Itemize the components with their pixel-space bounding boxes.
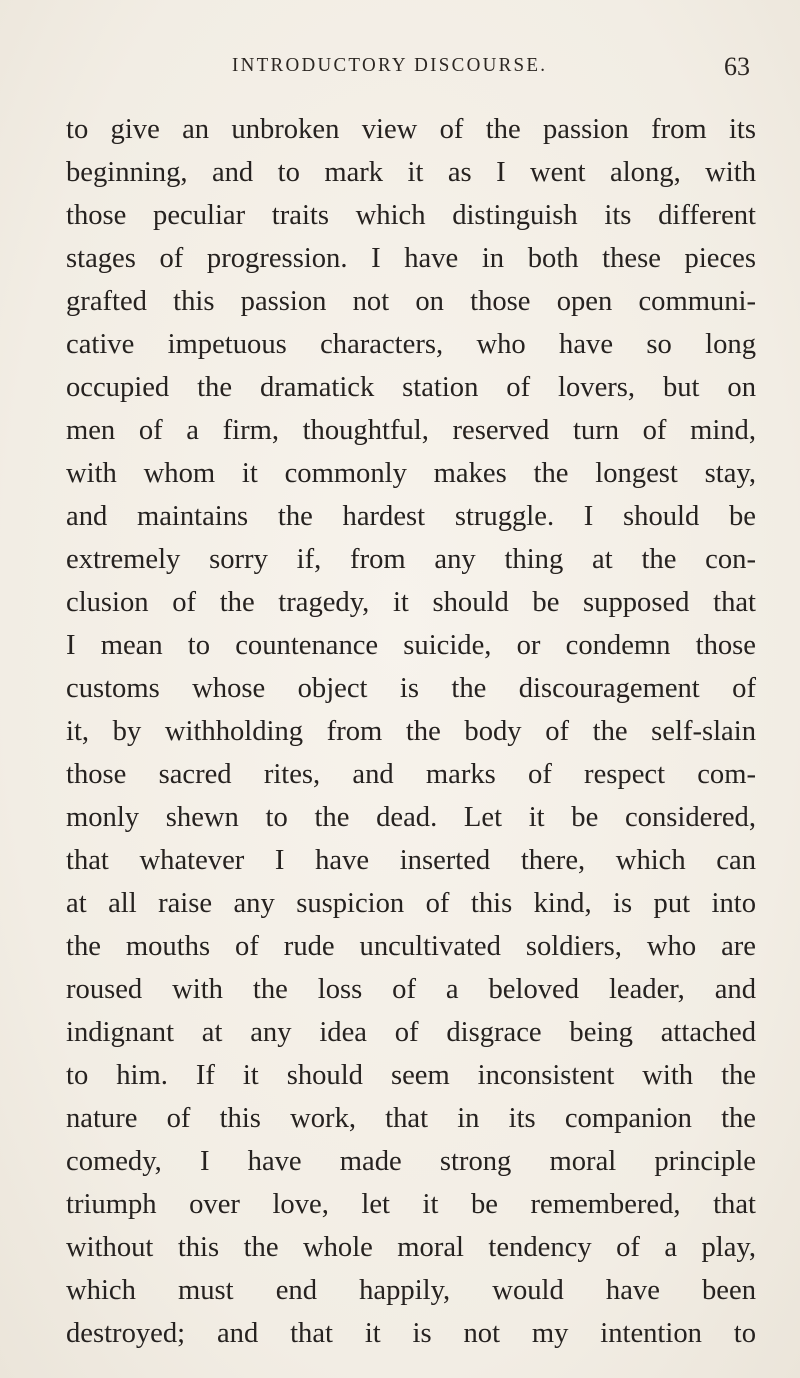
text-line: at all raise any suspicion of this kind, is put into <box>66 888 756 919</box>
text-line: the mouths of rude uncultivated soldiers, who are <box>66 931 756 962</box>
text-line: which must end happily, would have been <box>66 1275 756 1306</box>
text-line: customs whose object is the discouragement of <box>66 673 756 704</box>
text-line: I mean to countenance suicide, or condemn those <box>66 630 756 661</box>
text-line: extremely sorry if, from any thing at the con- <box>66 544 756 575</box>
text-line: stages of progression. I have in both these pieces <box>66 243 756 274</box>
text-line: without this the whole moral tendency of a play, <box>66 1232 756 1263</box>
text-line: to him. If it should seem inconsistent with the <box>66 1060 756 1091</box>
text-line: grafted this passion not on those open communi- <box>66 286 756 317</box>
text-line: cative impetuous characters, who have so long <box>66 329 756 360</box>
text-line: to give an unbroken view of the passion from its <box>66 114 756 145</box>
running-head <box>0 54 800 94</box>
text-line: that whatever I have inserted there, which can <box>66 845 756 876</box>
text-line: nature of this work, that in its companion the <box>66 1103 756 1134</box>
text-line: beginning, and to mark it as I went along, with <box>66 157 756 188</box>
text-line: those peculiar traits which distinguish its different <box>66 200 756 231</box>
text-line: comedy, I have made strong moral principle <box>66 1146 756 1177</box>
text-line: occupied the dramatick station of lovers, but on <box>66 372 756 403</box>
page-number: 63 <box>724 52 750 81</box>
text-line: with whom it commonly makes the longest stay, <box>66 458 756 489</box>
text-line: men of a firm, thoughtful, reserved turn of mind, <box>66 415 756 446</box>
text-line: indignant at any idea of disgrace being attached <box>66 1017 756 1048</box>
text-line: triumph over love, let it be remembered, that <box>66 1189 756 1220</box>
text-line: destroyed; and that it is not my intention to <box>66 1318 756 1349</box>
text-line: clusion of the tragedy, it should be supposed that <box>66 587 756 618</box>
text-line: and maintains the hardest struggle. I should be <box>66 501 756 532</box>
body-text <box>66 108 756 1355</box>
text-line: it, by withholding from the body of the self-slain <box>66 716 756 747</box>
text-line: roused with the loss of a beloved leader, and <box>66 974 756 1005</box>
text-line: monly shewn to the dead. Let it be considered, <box>66 802 756 833</box>
text-line: those sacred rites, and marks of respect com- <box>66 759 756 790</box>
running-title: INTRODUCTORY DISCOURSE. <box>232 54 548 76</box>
